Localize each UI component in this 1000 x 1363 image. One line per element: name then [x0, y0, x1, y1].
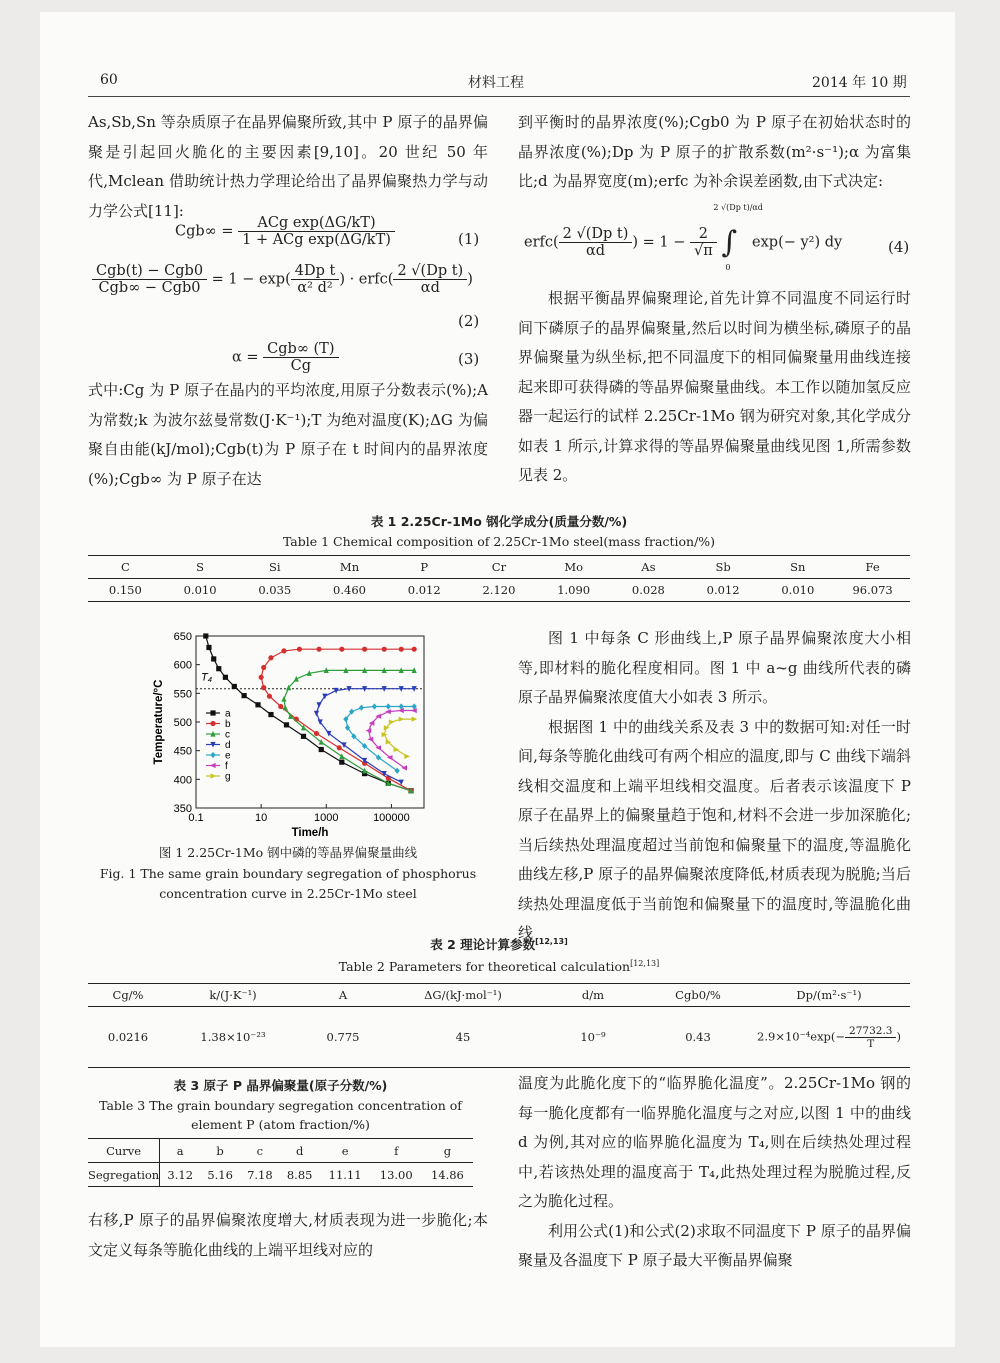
eq2-erfc-den: αd: [420, 280, 440, 296]
eq2-number: (2): [458, 312, 480, 330]
equation-3: [232, 341, 339, 374]
data-point: [412, 717, 418, 722]
legend-label: e: [225, 750, 231, 762]
table3-value-row: [88, 1163, 473, 1187]
data-point: [210, 721, 215, 726]
table1-caption-cn: 表 1 2.25Cr-1Mo 钢化学成分(质量分数/%): [370, 514, 628, 529]
table2-caption-en: [88, 959, 910, 974]
data-point: [278, 704, 283, 709]
eq4-rhs: exp(− y²) dy: [752, 234, 843, 251]
table1-header: Fe: [835, 556, 910, 579]
paragraph: 右移,P 原子的晶界偏聚浓度增大,材质表现为进一步脆化;本文定义每条等脆化曲线的上端平坦线对应的: [88, 1211, 488, 1259]
right-column-bottom: [518, 1069, 911, 1276]
data-point: [216, 666, 221, 671]
table1-header: Mn: [312, 556, 387, 579]
data-point: [389, 719, 395, 724]
data-point: [341, 742, 346, 748]
table2-caption-cn-text: 表 2 理论计算参数: [430, 937, 536, 952]
data-point: [267, 694, 272, 699]
data-point: [283, 705, 288, 711]
data-point: [281, 648, 286, 653]
table1-header: P: [387, 556, 462, 579]
series-e: [206, 703, 417, 773]
legend-label: a: [225, 708, 231, 720]
eq2-erfc-num: 2 √(Dp t): [393, 263, 467, 280]
y-tick-label: 500: [173, 717, 192, 729]
paragraph: 根据图 1 中的曲线关系及表 3 中的数据可知:对任一时间,每条等脆化曲线可有两个相应的温度,即与 C 曲线下端斜线相交温度和上端平坦线相交温度。后者表示该温度下 P 原子在晶界上的偏聚量趋于饱和,材料不会进一步加深脆化;当后续热处理温度超过当前饱和偏聚量下的温度,等温脆化曲线左移,P 原子的晶界偏聚浓度降低,材质表现为脱脆;当后续热处理温度低于当前饱和偏聚量下的温度时,等温脆化曲线: [518, 717, 911, 942]
data-point: [319, 747, 324, 752]
eq3-fraction: [263, 341, 338, 374]
table3-cell: 5.16: [200, 1163, 240, 1187]
data-point: [268, 655, 273, 660]
data-point: [382, 647, 387, 652]
data-point: [268, 712, 273, 717]
data-point: [223, 675, 228, 680]
critical-temperature-label: T₄: [201, 671, 213, 684]
table2-header: Cgb0/%: [648, 984, 748, 1007]
legend-label: f: [225, 761, 228, 772]
table1-cell: 0.150: [88, 579, 163, 602]
data-point: [210, 763, 216, 768]
table1-header: As: [611, 556, 686, 579]
series-line: [317, 689, 415, 783]
data-point: [210, 752, 215, 758]
table2-cell: 0.775: [298, 1007, 388, 1068]
paragraph: 到平衡时的晶界浓度(%);Cgb0 为 P 原子在初始状态时的晶界浓度(%);Dp 为 P 原子的扩散系数(m²·s⁻¹);α 为富集比;d 为晶界宽度(m);erfc 为补余误差函数,由下式决定:: [518, 113, 911, 190]
data-point: [339, 647, 344, 652]
left-column-bottom: [88, 1206, 488, 1265]
data-point: [366, 728, 372, 733]
paragraph: 图 1 中每条 C 形曲线上,P 原子晶界偏聚浓度大小相等,即材料的脆化程度相同。图 1 中 a~g 曲线所代表的磷原子晶界偏聚浓度值大小如表 3 所示。: [518, 629, 911, 706]
data-point: [372, 703, 377, 709]
data-point: [399, 647, 404, 652]
eq4-fraction: [559, 226, 633, 259]
x-tick-label: 1000: [314, 812, 339, 824]
data-point: [339, 760, 344, 765]
table3-cell: 13.00: [371, 1163, 422, 1187]
table2-header: A: [298, 984, 388, 1007]
eq2-exp-den: α² d²: [297, 280, 333, 296]
table1-cell: 0.012: [387, 579, 462, 602]
eq4-number: (4): [888, 238, 910, 256]
equation-2: [92, 263, 473, 296]
y-tick-label: 650: [173, 631, 192, 643]
eq2-mid: = 1 − exp(: [211, 271, 291, 288]
paragraph: As,Sb,Sn 等杂质原子在晶界偏聚所致,其中 P 原子的晶界偏聚是引起回火脆化的主要因素[9,10]。20 世纪 50 年代,Mclean 借助统计热力学理论给出了晶界偏聚热力学与动力学公式[11]:: [88, 113, 488, 220]
table3-row-label: Curve: [88, 1139, 160, 1163]
data-point: [211, 656, 216, 661]
legend-label: g: [225, 771, 231, 783]
series-line: [384, 719, 414, 756]
table1-cell: 0.010: [163, 579, 238, 602]
data-point: [316, 702, 321, 708]
table3-cell: d: [280, 1139, 320, 1163]
table1-cell: 0.035: [237, 579, 312, 602]
table3-curve-row: [88, 1139, 473, 1163]
eq4-const-num: 2: [690, 226, 717, 243]
dp-den: T: [867, 1037, 875, 1050]
eq2-end: ): [467, 271, 473, 288]
table1-cell: 0.012: [686, 579, 761, 602]
data-point: [314, 711, 319, 717]
figure1-caption-cn: 图 1 2.25Cr-1Mo 钢中磷的等晶界偏聚量曲线: [158, 845, 418, 860]
table1-header: Cr: [462, 556, 537, 579]
eq3-denominator: Cg: [290, 358, 312, 374]
dp-fraction: [845, 1025, 896, 1050]
data-point: [242, 693, 247, 698]
data-point: [316, 647, 321, 652]
data-point: [326, 731, 331, 737]
eq1-numerator: ACg exp(ΔG/kT): [238, 215, 395, 232]
table1-caption-en: Table 1 Chemical composition of 2.25Cr-1Mo steel(mass fraction/%): [282, 534, 716, 549]
data-point: [319, 739, 324, 745]
table1-cell: 0.010: [760, 579, 835, 602]
data-point: [412, 647, 417, 652]
issue-label: 2014 年 10 期: [812, 75, 907, 91]
table3-cell: e: [320, 1139, 371, 1163]
y-axis-label: Temperature/°C: [153, 679, 165, 765]
series-line: [206, 636, 411, 791]
right-column-analysis: [518, 624, 911, 949]
legend-label: d: [225, 740, 231, 751]
left-column-top: [88, 108, 488, 226]
paragraph: 根据平衡晶界偏聚理论,首先计算不同温度不同运行时间下磷原子的晶界偏聚量,然后以时间为横坐标,磷原子的晶界偏聚量为纵坐标,把不同温度下的相同偏聚量用曲线连接起来即可获得磷的等晶界偏聚量曲线。本工作以随加氢反应器一起运行的试样 2.25Cr-1Mo 钢为研究对象,其化学成分如表 1 所示,计算求得的等晶界偏聚量曲线见图 1,所需参数见表 2。: [518, 289, 911, 484]
legend-label: c: [225, 729, 230, 741]
data-point: [210, 710, 215, 715]
right-column-mid: [518, 284, 911, 491]
table2-header: Dp/(m²·s⁻¹): [748, 984, 910, 1007]
table2-value-row: [88, 1007, 910, 1068]
eq1-denominator: 1 + ACg exp(ΔG/kT): [242, 232, 391, 248]
eq4-const-den: √π: [694, 243, 713, 259]
figure1-chart: [140, 628, 440, 840]
table2-caption-cn-ref: [12,13]: [535, 936, 568, 946]
eq1-fraction: [238, 215, 395, 248]
table1-cell: 1.090: [536, 579, 611, 602]
table2-header: ΔG/(kJ·mol⁻¹): [388, 984, 538, 1007]
eq2-lhs-fraction: [92, 263, 207, 296]
table1-cell: 0.028: [611, 579, 686, 602]
table1: [88, 555, 910, 602]
data-point: [362, 647, 367, 652]
table3-cell: g: [422, 1139, 473, 1163]
table1-header: Mo: [536, 556, 611, 579]
data-point: [337, 745, 342, 750]
data-point: [206, 645, 211, 650]
y-tick-label: 400: [173, 774, 192, 787]
right-column-top: [518, 108, 911, 197]
data-point: [297, 647, 302, 652]
figure1-caption-en1: Fig. 1 The same grain boundary segregation of phosphorus: [99, 866, 477, 881]
data-point: [281, 696, 286, 702]
eq3-numerator: Cgb∞ (T): [263, 341, 338, 358]
x-tick-label: 100000: [373, 812, 410, 824]
paragraph: 利用公式(1)和公式(2)求取不同温度下 P 原子的晶界偏聚量及各温度下 P 原子最大平衡晶界偏聚: [518, 1221, 911, 1269]
equation-1: [175, 215, 395, 248]
table1-header: S: [163, 556, 238, 579]
table2-cell: 0.43: [648, 1007, 748, 1068]
header-rule: [88, 96, 910, 97]
x-tick-label: 0.1: [188, 812, 204, 824]
table1-value-row: [88, 579, 910, 602]
table1-cell: 96.073: [835, 579, 910, 602]
table3-cell: f: [371, 1139, 422, 1163]
series-a: [203, 633, 413, 793]
y-tick-label: 550: [173, 688, 192, 701]
integral: [713, 203, 763, 272]
table3-caption-en2: element P (atom fraction/%): [191, 1117, 370, 1132]
table2: [88, 983, 910, 1068]
data-point: [284, 722, 289, 727]
y-tick-label: 450: [173, 745, 192, 758]
x-axis-label: Time/h: [291, 827, 329, 839]
legend-label: b: [225, 719, 231, 730]
table3-cell: 14.86: [422, 1163, 473, 1187]
eq4-lhs: erfc(: [524, 234, 559, 251]
table2-caption-cn: [88, 935, 910, 953]
table2-caption-en-ref: [12,13]: [630, 959, 660, 968]
y-tick-label: 600: [173, 659, 192, 672]
data-point: [359, 705, 364, 711]
data-point: [395, 768, 400, 774]
dp-num: 27732.3: [845, 1025, 896, 1038]
eq2-lhs-num: Cgb(t) − Cgb0: [92, 263, 207, 280]
eq2-erfc-fraction: [393, 263, 467, 296]
eq4-const-fraction: [690, 226, 717, 259]
data-point: [399, 717, 405, 722]
eq1-lhs: Cgb∞ =: [175, 223, 234, 240]
paragraph: 温度为此脆化度下的“临界脆化温度”。2.25Cr-1Mo 钢的每一脆化度都有一临界脆化温度与之对应,以图 1 中的曲线 d 为例,其对应的临界脆化温度为 T₄,则在后续热处理过程中,若该热处理的温度高于 T₄,此热处理过程为脱脆过程,反之为脆化过程。: [518, 1074, 911, 1210]
table2-header: d/m: [538, 984, 648, 1007]
paragraph: 式中:Cg 为 P 原子在晶内的平均浓度,用原子分数表示(%);A 为常数;k 为波尔兹曼常数(J·K⁻¹);T 为绝对温度(K);ΔG 为偏聚自由能(kJ/mol);Cgb(t)为 P 原子在 t 时间内的晶界浓度(%);Cgb∞ 为 P 原子在达: [88, 381, 488, 488]
table2-header-row: [88, 984, 910, 1007]
eq4-den: αd: [586, 243, 606, 259]
data-point: [314, 731, 319, 736]
table1-header-row: [88, 556, 910, 579]
table3-cell: a: [160, 1139, 201, 1163]
table2-cell-dp: [748, 1007, 910, 1068]
data-point: [339, 753, 344, 759]
y-tick-label: 350: [173, 803, 192, 815]
table3-cell: b: [200, 1139, 240, 1163]
left-column-defs: [88, 376, 488, 494]
data-point: [261, 665, 266, 670]
table1-header: Sb: [686, 556, 761, 579]
table3-cell: c: [240, 1139, 280, 1163]
table2-cell: 0.0216: [88, 1007, 168, 1068]
eq3-lhs: α =: [232, 349, 259, 366]
integral-upper: 2 √(Dp t)/αd: [713, 203, 763, 212]
data-point: [261, 685, 266, 690]
eq4-num: 2 √(Dp t): [559, 226, 633, 243]
table3-caption-en1: Table 3 The grain boundary segregation concentration of: [99, 1098, 462, 1113]
eq2-mid2: ) · erfc(: [339, 271, 394, 288]
table3: [88, 1138, 473, 1187]
data-point: [385, 709, 391, 714]
table1-header: Sn: [760, 556, 835, 579]
eq2-lhs-den: Cgb∞ − Cgb0: [98, 280, 201, 296]
dp-close: ): [896, 1029, 901, 1043]
eq2-exp-fraction: [291, 263, 340, 296]
data-point: [255, 702, 260, 707]
table3-caption-cn: 表 3 原子 P 晶界偏聚量(原子分数/%): [173, 1078, 388, 1093]
eq4-mid: ) = 1 −: [632, 234, 686, 251]
eq2-exp-num: 4Dp t: [291, 263, 340, 280]
journal-name: 材料工程: [468, 75, 524, 91]
integral-lower: 0: [725, 263, 731, 272]
table2-cell: 45: [388, 1007, 538, 1068]
figure1-caption-en2: concentration curve in 2.25Cr-1Mo steel: [159, 886, 417, 901]
table1-header: Si: [237, 556, 312, 579]
table2-header: Cg/%: [88, 984, 168, 1007]
table3-row-label: Segregation: [88, 1163, 160, 1187]
table2-header: k/(J·K⁻¹): [168, 984, 298, 1007]
equation-4: [524, 203, 843, 272]
data-point: [259, 675, 264, 680]
table2-cell: 10⁻⁹: [538, 1007, 648, 1068]
x-tick-label: 10: [255, 812, 268, 824]
data-point: [386, 703, 391, 709]
integral-sign: ∫: [721, 225, 738, 260]
table2-cell: 1.38×10⁻²³: [168, 1007, 298, 1068]
data-point: [210, 773, 216, 778]
table1-header: C: [88, 556, 163, 579]
table2-caption-en-text: Table 2 Parameters for theoretical calculation: [338, 959, 631, 975]
page-number: 60: [100, 72, 118, 88]
table1-cell: 2.120: [462, 579, 537, 602]
data-point: [203, 633, 208, 638]
dp-prefix: 2.9×10⁻⁴exp(−: [757, 1029, 846, 1043]
eq1-number: (1): [458, 230, 480, 248]
table3-cell: 8.85: [280, 1163, 320, 1187]
eq3-number: (3): [458, 350, 480, 368]
data-point: [404, 754, 410, 759]
table1-cell: 0.460: [312, 579, 387, 602]
data-point: [301, 734, 306, 739]
table3-cell: 11.11: [320, 1163, 371, 1187]
table3-cell: 7.18: [240, 1163, 280, 1187]
data-point: [232, 684, 237, 689]
data-point: [362, 768, 367, 774]
table3-cell: 3.12: [160, 1163, 201, 1187]
